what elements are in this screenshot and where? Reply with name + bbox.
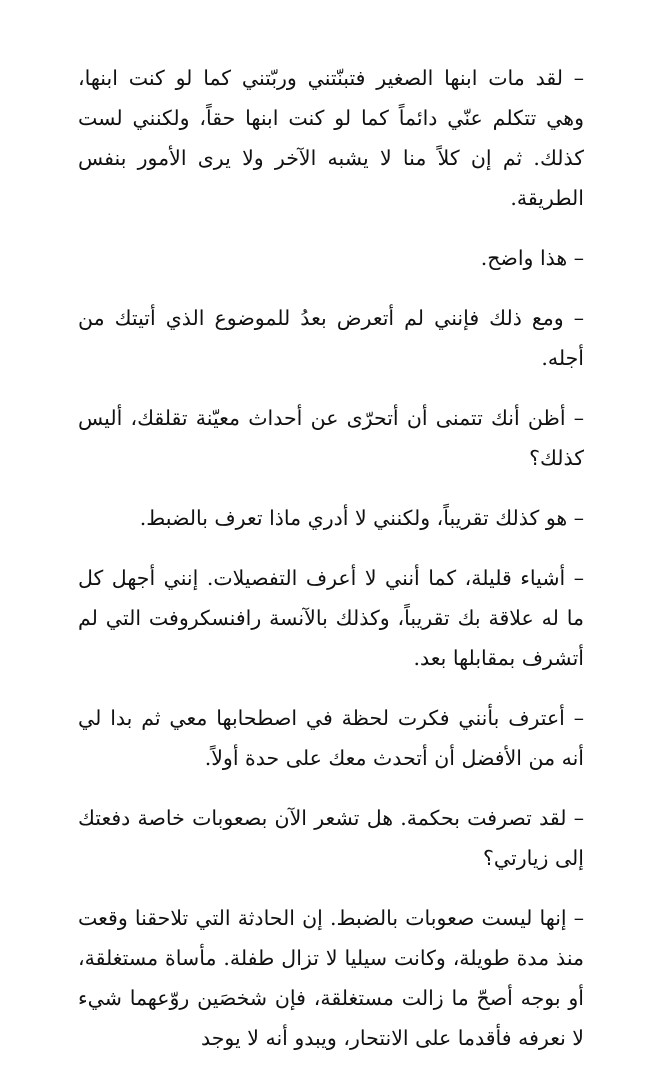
paragraph: – لقد تصرفت بحكمة. هل تشعر الآن بصعوبات خاصة دفعتك إلى زيارتي؟ — [78, 806, 584, 870]
paragraph: – أظن أنك تتمنى أن أتحرّى عن أحداث معيّنة تقلقك، أليس كذلك؟ — [78, 406, 584, 470]
paragraph: – هذا واضح. — [480, 246, 584, 270]
paragraph: – لقد مات ابنها الصغير فتبنّتني وربّتني كما لو كنت ابنها، وهي تتكلم عنّي دائماً كما لو كنت ابنها حقاً، ولكنني لست كذلك. ثم إن كلاً منا لا يشبه الآخر ولا يرى الأمور بنفس الطريقة. — [78, 66, 584, 210]
paragraph: – ومع ذلك فإنني لم أتعرض بعدُ للموضوع الذي أتيتك من أجله. — [78, 306, 584, 370]
page-body — [78, 58, 584, 1078]
paragraph: – إنها ليست صعوبات بالضبط. إن الحادثة التي تلاحقنا وقعت منذ مدة طويلة، وكانت سيليا لا تزال طفلة. مأساة مستغلقة، أو بوجه أصحّ ما زالت مستغلقة، فإن شخصَين روّعهما شيء لا نعرفه فأقدما على الانتحار، ويبدو أنه لا يوجد — [78, 906, 584, 1050]
paragraph: – أعترف بأنني فكرت لحظة في اصطحابها معي ثم بدا لي أنه من الأفضل أن أتحدث معك على حدة أولاً. — [78, 706, 584, 770]
paragraph: – أشياء قليلة، كما أنني لا أعرف التفصيلات. إنني أجهل كل ما له علاقة بك تقريباً، وكذلك بالآنسة رافنسكروفت التي لم أتشرف بمقابلها بعد. — [78, 566, 584, 670]
paragraph: – هو كذلك تقريباً، ولكنني لا أدري ماذا تعرف بالضبط. — [139, 506, 584, 530]
